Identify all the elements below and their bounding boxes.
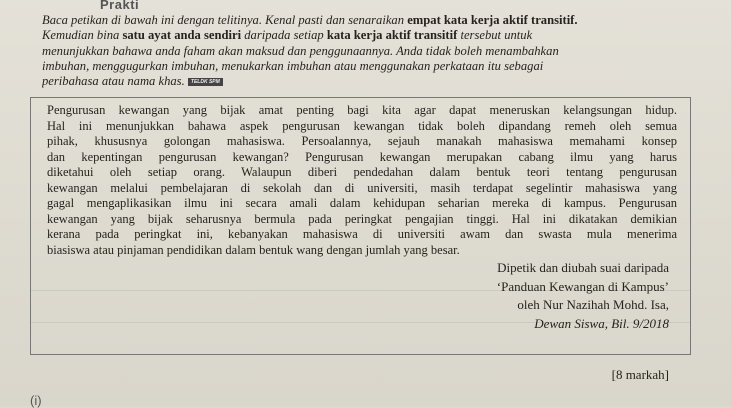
instruction-bold-3: kata kerja aktif transitif: [326, 28, 458, 43]
passage-line: dan kepentingan pengurusan kewangan? Pengurusan kewangan merupakan cabang ilmu yang harus: [47, 149, 677, 164]
passage-line: kerana pada peringkat ini, kebanyakan mahasiswa di universiti awam dan swasta mula menerima: [47, 227, 677, 241]
source-line-2: ‘Panduan Kewangan di Kampus’: [496, 278, 669, 294]
passage-line: kewangan melalui pembelajaran di sekolah dan di universiti, masih terdapat segelintir mahasiswa yang: [47, 180, 677, 195]
passage-line: pihak, khususnya golongan mahasiswa. Persoalannya, sejauh manakah mahasiswa memahami konsep: [47, 134, 677, 148]
instruction-bold-1: empat kata kerja aktif transitif.: [407, 13, 578, 27]
passage-line: Pengurusan kewangan yang bijak amat penting bagi kita agar dapat meneruskan kelangsungan hidup.: [47, 103, 677, 117]
passage-line: diketahui oleh setiap orang. Walaupun diberi pendedahan dalam bentuk teori tentang pengurusan: [47, 165, 677, 179]
marks-label: [8 markah]: [611, 367, 669, 382]
question-number: (i): [30, 393, 42, 408]
passage-line: gagal mengaplikasikan ilmu ini secara amali dalam kehidupan seharian mereka di kampus. Pengurusan: [47, 196, 677, 210]
source-line-3: oleh Nur Nazihah Mohd. Isa,: [517, 297, 669, 312]
instructions: [42, 13, 678, 89]
passage: [47, 103, 677, 258]
passage-line: kewangan yang bijak seharusnya bermula pada peringkat pengajian tinggi. Hal ini dikatakan demikian: [47, 211, 677, 226]
instruction-line-5: peribahasa atau nama khas. TELDK SPM: [42, 74, 678, 89]
instruction-line-3: menunjukkan bahawa anda faham akan maksud dan penggunaannya. Anda tidak boleh menambahkan: [42, 43, 559, 58]
passage-line: biasiswa atau pinjaman pendidikan dalam bentuk wang dengan jumlah yang besar.: [47, 242, 460, 257]
source-line-1: Dipetik dan diubah suai daripada: [497, 260, 669, 275]
instruction-bold-2: satu ayat anda sendiri: [122, 28, 242, 43]
instruction-line-2: Kemudian bina satu ayat anda sendiri daripada setiap kata kerja aktif transitif tersebut untuk: [42, 28, 533, 43]
instruction-line-4: imbuhan, menggugurkan imbuhan, menukarkan imbuhan atau menggunakan perkataan itu sebagai: [42, 58, 544, 73]
source-line-4: Dewan Siswa, Bil. 9/2018: [534, 315, 669, 331]
passage-line: Hal ini menunjukkan bahawa aspek pengurusan kewangan tidak boleh dipandang remeh oleh semua: [47, 118, 677, 133]
page-header: Prakti: [100, 0, 140, 12]
source-citation: [497, 259, 669, 333]
instruction-line-1: Baca petikan di bawah ini dengan telitinya. Kenal pasti dan senaraikan empat kata kerja aktif transitif.: [42, 13, 578, 27]
spm-tag: TELDK SPM: [188, 78, 223, 86]
